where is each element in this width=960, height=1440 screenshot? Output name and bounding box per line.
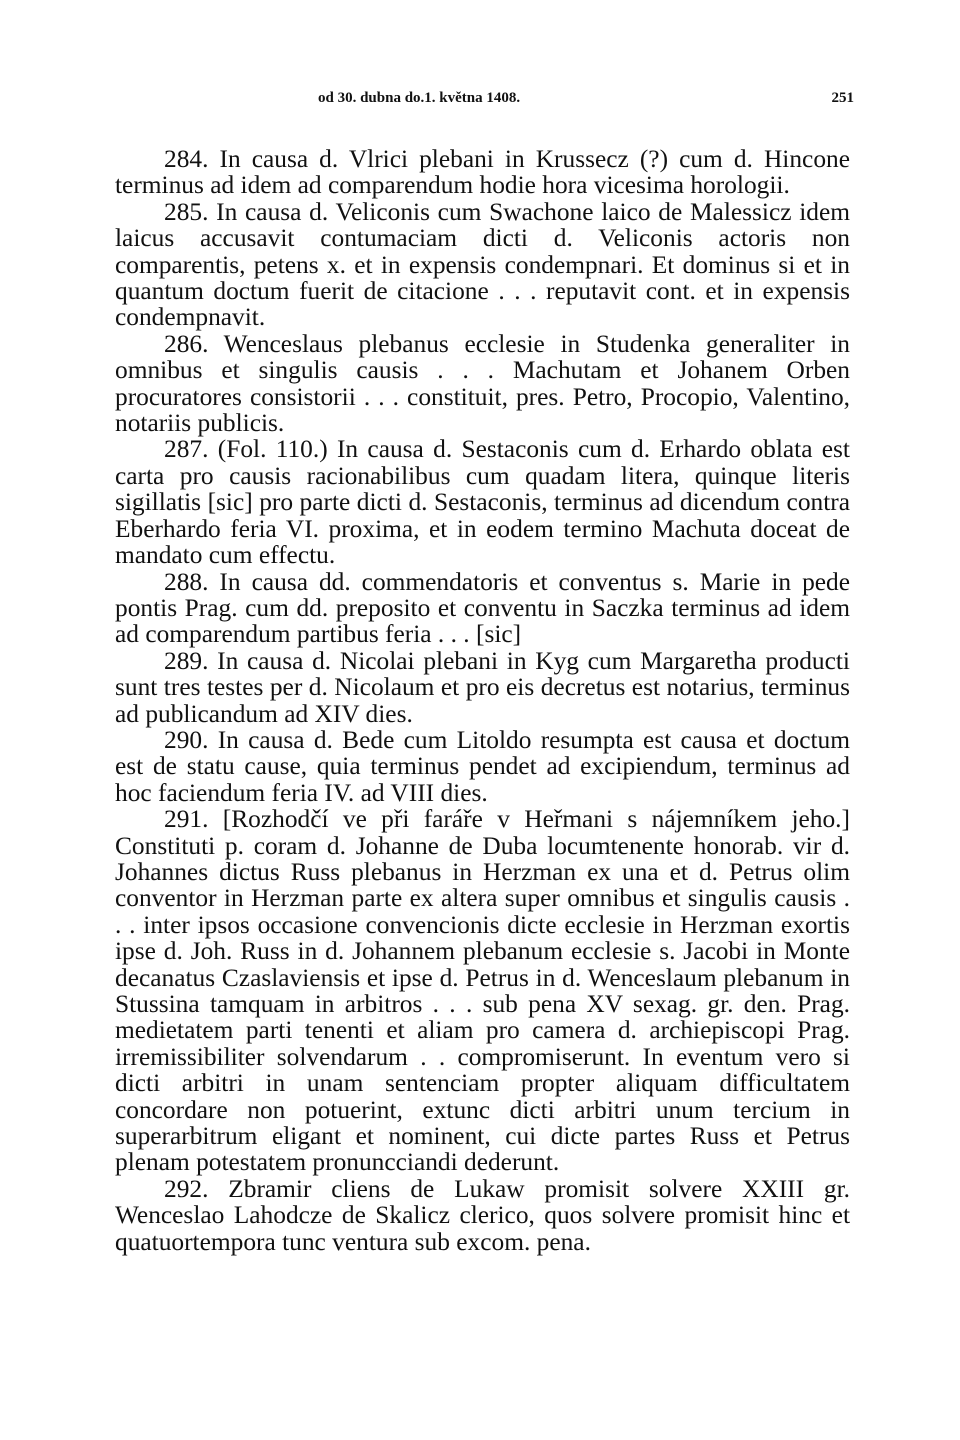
entry-284: 284. In causa d. Vlrici plebani in Krussecz (?) cum d. Hincone terminus ad idem ad comparendum hodie hora vicesima horologii. <box>115 145 850 200</box>
entry-286: 286. Wenceslaus plebanus ecclesie in Studenka generaliter in omnibus et singulis causis . . . Machutam et Johanem Orben procuratores consistorii . . . constituit, pres. Petro, Procopio, Valentino, notariis publicis. <box>115 329 850 438</box>
document-body <box>115 146 850 1255</box>
entry-289: 289. In causa d. Nicolai plebani in Kyg cum Margaretha producti sunt tres testes per d. Nicolaum et pro eis decretus est notarius, terminus ad publicandum ad XIV dies. <box>115 646 850 728</box>
entry-285: 285. In causa d. Veliconis cum Swachone laico de Malessicz idem laicus accusavit contumaciam dicti d. Veliconis actoris non comparentis, petens x. et in expensis condempnari. Et dominus si et in quantum doctum fuerit de citacione . . . reputavit cont. et in expensis condempnavit. <box>115 197 850 332</box>
running-header <box>318 90 854 114</box>
entry-290: 290. In causa d. Bede cum Litoldo resumpta est causa et doctum est de statu cause, quia terminus pendet ad excipiendum, terminus ad hoc faciendum feria IV. ad VIII dies. <box>115 725 850 807</box>
entry-292: 292. Zbramir cliens de Lukaw promisit solvere XXIII gr. Wenceslao Lahodcze de Skalicz clerico, quos solvere promisit hinc et quatuortempora tunc ventura sub excom. pena. <box>115 1174 850 1256</box>
entry-291: 291. [Rozhodčí ve při faráře v Heřmani s nájemníkem jeho.] Constituti p. coram d. Johanne de Duba locumtenente honorab. vir d. Johannes dictus Russ plebanus in Herzman ex una et d. Petrus olim conventor in Herzman parte ex altera super omnibus et singulis causis . . . inter ipsos occasione convencionis dicte ecclesie in Herzman exortis ipse d. Joh. Russ in d. Johannem plebanum ecclesie s. Jacobi in Monte decanatus Czaslaviensis et ipse d. Petrus in d. Wenceslaum plebanum in Stussina tamquam in arbitros . . . sub pena XV sexag. gr. den. Prag. medietatem parti tenenti et aliam pro camera d. archiepiscopi Prag. irremissibiliter solvendarum . . compromiserunt. In eventum vero si dicti arbitri in unam sentenciam propter aliquam difficultatem concordare non potuerint, extunc dicti arbitri unum tercium in superarbitrum eligant et nominent, cui dicte partes Russ et Petrus plenam potestatem pronuncciandi dederunt. <box>115 805 850 1177</box>
entry-288: 288. In causa dd. commendatoris et conventus s. Marie in pede pontis Prag. cum dd. preposito et conventu in Saczka terminus ad idem ad comparendum partibus feria . . . [sic] <box>115 567 850 649</box>
page-number: 251 <box>831 90 854 106</box>
running-title: od 30. dubna do.1. května 1408. <box>318 90 521 106</box>
entry-287: 287. (Fol. 110.) In causa d. Sestaconis cum d. Erhardo oblata est carta pro causis racionabilibus cum quadam litera, quinque literis sigillatis [sic] pro parte dicti d. Sestaconis, terminus ad dicendum contra Eberhardo feria VI. proxima, et in eodem termino Machuta doceat de mandato cum effectu. <box>115 435 850 570</box>
